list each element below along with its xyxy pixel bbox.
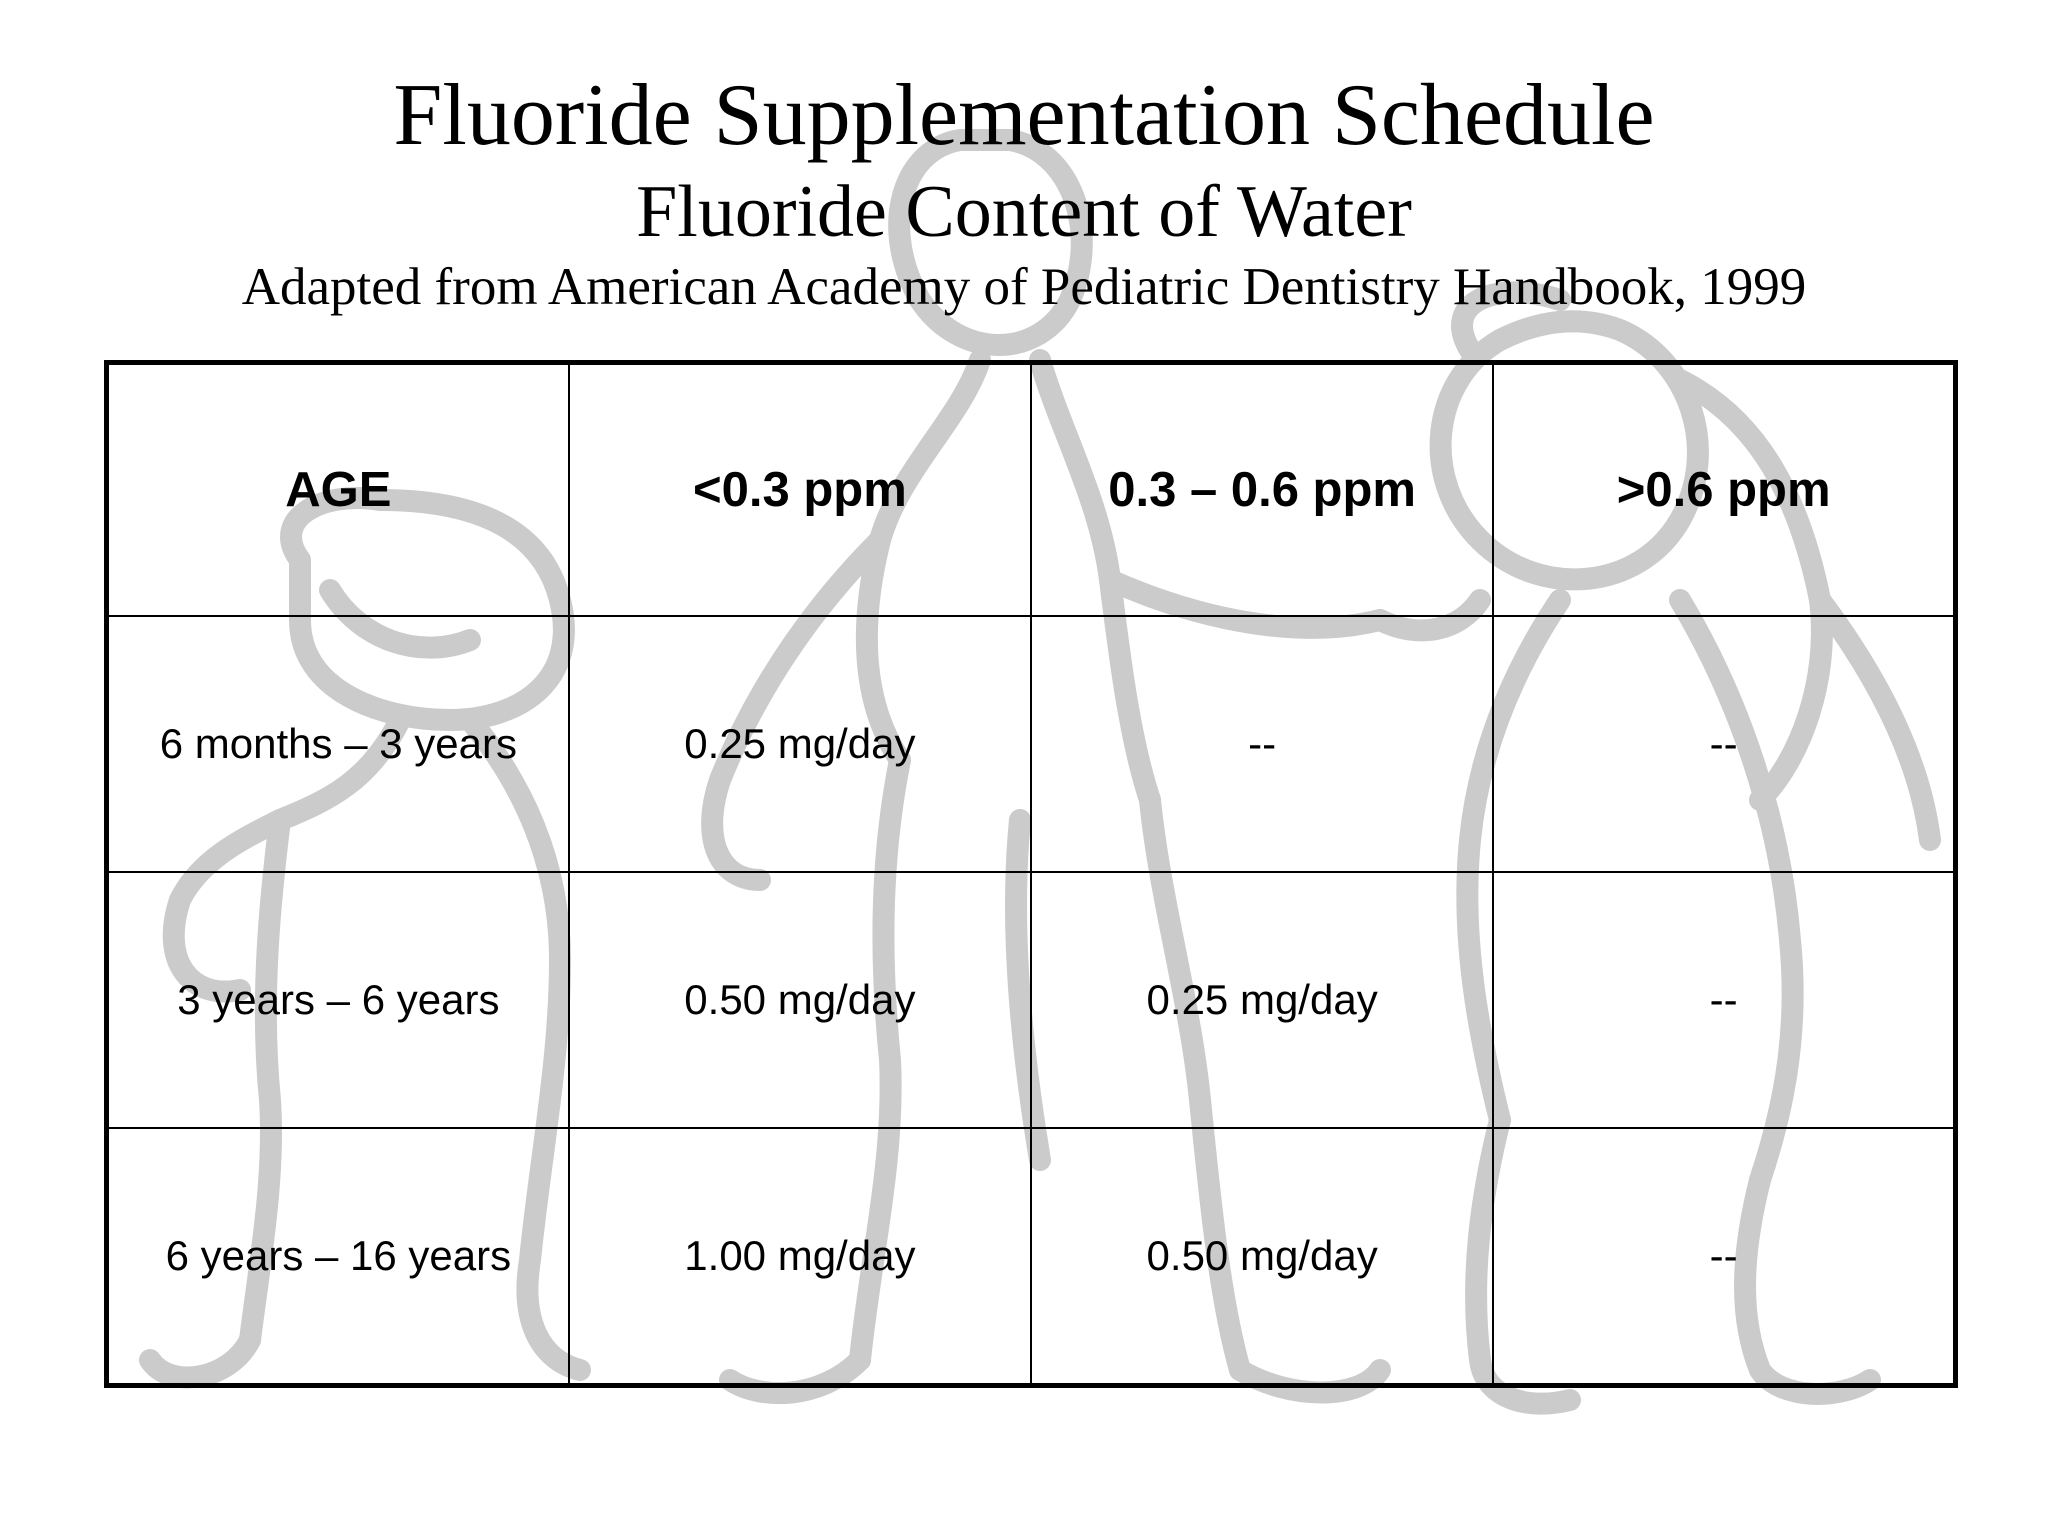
- dose-cell: 1.00 mg/day: [569, 1128, 1031, 1386]
- table-row: [107, 616, 1956, 872]
- column-header-mid-fluoride: 0.3 – 0.6 ppm: [1031, 363, 1493, 617]
- dose-cell: 0.50 mg/day: [1031, 1128, 1493, 1386]
- supplementation-schedule-table: [104, 360, 1958, 1388]
- column-header-low-fluoride: <0.3 ppm: [569, 363, 1031, 617]
- dose-cell: --: [1493, 1128, 1955, 1386]
- dose-cell: 0.25 mg/day: [1031, 872, 1493, 1128]
- dose-cell: --: [1493, 872, 1955, 1128]
- table-row: [107, 872, 1956, 1128]
- column-header-high-fluoride: >0.6 ppm: [1493, 363, 1955, 617]
- age-cell: 6 months – 3 years: [107, 616, 569, 872]
- dose-cell: 0.50 mg/day: [569, 872, 1031, 1128]
- dose-cell: --: [1031, 616, 1493, 872]
- table-header-row: [107, 363, 1956, 617]
- table-row: [107, 1128, 1956, 1386]
- age-cell: 3 years – 6 years: [107, 872, 569, 1128]
- age-cell: 6 years – 16 years: [107, 1128, 569, 1386]
- page-title: Fluoride Supplementation Schedule: [393, 67, 1655, 164]
- dose-cell: --: [1493, 616, 1955, 872]
- page-subtitle: Fluoride Content of Water: [636, 171, 1412, 253]
- column-header-age: AGE: [107, 363, 569, 617]
- source-citation: Adapted from American Academy of Pediatric Dentistry Handbook, 1999: [241, 258, 1807, 316]
- dose-cell: 0.25 mg/day: [569, 616, 1031, 872]
